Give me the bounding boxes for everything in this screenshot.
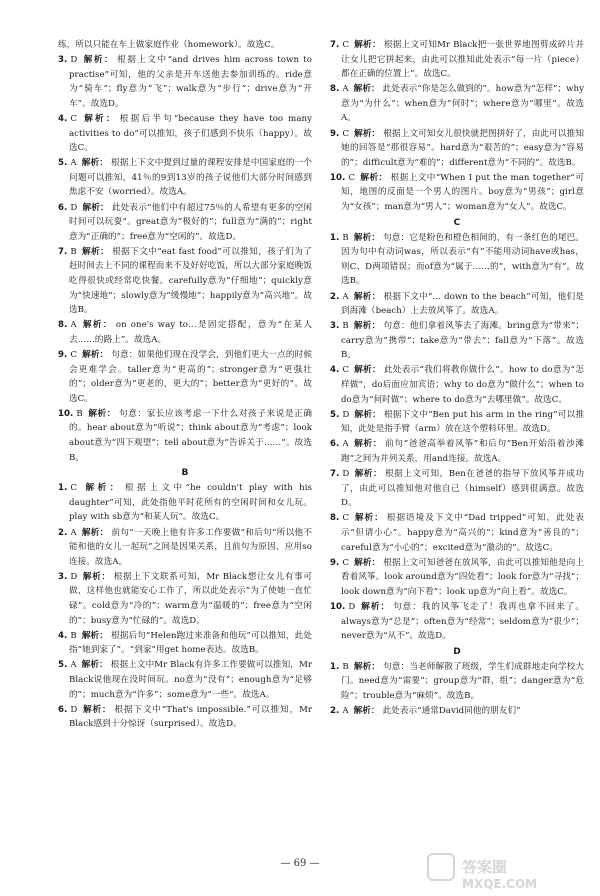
answer-item (58, 658, 312, 702)
question-number: 2. (330, 291, 340, 302)
svg-text:MXQE.COM: MXQE.COM (462, 877, 538, 891)
answer-item (330, 171, 584, 215)
answer-item (330, 127, 584, 171)
answer-item (330, 363, 584, 407)
answer-item (58, 318, 312, 347)
analysis-label: 解析： (354, 40, 381, 50)
analysis-text: 根据上下文中提到过量的课程安排是中国家庭的一个问题可以推知，41％的9到13岁的孩子说他们大部分时间感到焦虑不安（worried）。故选A。 (69, 158, 312, 198)
question-number: 5. (58, 660, 68, 671)
left-column (58, 38, 312, 896)
right-column (330, 38, 584, 896)
question-number: 6. (58, 202, 68, 213)
analysis-label: 解析： (353, 84, 380, 95)
answer-letter: A (342, 291, 349, 302)
answer-letter: B (70, 630, 77, 641)
answer-item (58, 245, 312, 318)
question-number: 8. (330, 513, 340, 524)
question-number: 5. (58, 158, 68, 169)
analysis-label: 解析： (82, 704, 112, 715)
analysis-text: 前句“爸爸高举着风筝”和后句“Ben开始沿着沙滩跑”之间为并列关系，用and连接。故选A。 (341, 439, 584, 465)
answer-item (330, 408, 584, 437)
analysis-label: 解析： (81, 246, 110, 257)
answer-letter: B (70, 246, 77, 257)
answer-letter: C (342, 513, 349, 524)
question-number: 3. (58, 571, 68, 582)
analysis-text: 此处表示“你是怎么做到的”。how意为“怎样”；why意为“为什么”；when意为“何时”；where意为“哪里”。故选A。 (341, 84, 585, 124)
answer-letter: A (70, 158, 77, 169)
answer-letter: C (342, 128, 349, 139)
question-number: 7. (58, 246, 68, 257)
analysis-label: 解析： (354, 409, 381, 420)
answer-item (330, 600, 584, 644)
question-number: 6. (330, 439, 340, 450)
analysis-text: 根据下文中“eat fast food”可以推知，孩子们为了赶时间去上不同的课程而来不及好好吃饭，所以大部分家庭晚饭吃得很快或经常吃快餐。carefully意为“仔细地”；quickly意为“快速地”；slowly意为“缓慢地”；happily意为“高兴地”。故选B。 (69, 246, 312, 316)
analysis-label: 解析： (82, 113, 117, 124)
analysis-text: 根据后句“Helen跑过来准备和他玩”可以推知，此处指“她到家了”。“到家”用get home表达。故选B。 (69, 630, 312, 656)
analysis-label: 解析： (82, 55, 115, 66)
answer-item (330, 556, 584, 600)
analysis-text: 根据下文中“That's impossible.”可以推知，Mr Black感到十分惊讶（surprised）。故选D。 (69, 704, 312, 730)
question-number: 4. (58, 113, 68, 124)
analysis-text: 根据上文中“and drives him across town to practise”可知，他的父亲是开车送他去参加训练的。ride意为“骑车”；fly意为“飞”；walk意为“步行”；drive意为“开车”。故选D。 (69, 55, 312, 109)
answer-letter: A (342, 439, 349, 450)
answer-item (58, 481, 312, 525)
answer-letter: A (70, 660, 77, 671)
analysis-label: 解析： (354, 469, 383, 480)
answer-letter: D (342, 409, 350, 420)
answer-item (330, 319, 584, 363)
analysis-text: 根据上文中Mr Black有许多工作要做可以推知，Mr Black说他现在没时间玩。no意为“没有”；enough意为“足够的”；much意为“许多”；some意为“一些”。故选A。 (69, 660, 312, 700)
analysis-text: 根据上下文联系可知，Mr Black想让女儿有事可做，这样他也就能安心工作了，所以此处表示“为了使她一直忙碌”。cold意为“冷的”；warm意为“温暖的”；free意为“空闲的”；busy意为“忙碌的”。故选D。 (69, 571, 312, 626)
analysis-text: 此处表示“通常David同他的朋友们” (382, 706, 521, 717)
question-number: 10. (330, 601, 346, 612)
answer-letter: C (342, 40, 349, 50)
answer-letter: C (342, 557, 349, 568)
watermark-logo (426, 850, 586, 892)
analysis-text: 根据上文中“he couldn't play with his daughter”可知，此处指他平时花所有的空闲时间和女儿玩。play with sb意为“和某人玩”。故选C。 (69, 483, 312, 523)
analysis-label: 解析： (81, 320, 113, 331)
answer-item (330, 437, 584, 466)
answer-letter: B (342, 232, 349, 243)
analysis-label: 解析： (82, 571, 111, 582)
question-number: 5. (330, 409, 340, 420)
analysis-text: 此处表示“我们将教你做什么”。how to do意为“怎样做”，do后面应加宾语；why to do意为“做什么”；when to do意为“何时做”；where to do意为“去哪里做”。故选C。 (341, 365, 584, 405)
analysis-label: 解析： (354, 128, 381, 139)
answer-item (58, 348, 312, 406)
analysis-label: 解析： (354, 365, 381, 376)
analysis-text: 根据语境及下文中“Dad tripped”可知，此处表示“但请小心”。happy意为“高兴的”；kind意为“善良的”；careful意为“小心的”；excited意为“激动的”。故选C。 (341, 513, 584, 553)
analysis-label: 解析： (353, 661, 381, 672)
answer-item (58, 526, 312, 570)
question-number: 1. (330, 661, 340, 672)
answer-item (58, 156, 312, 200)
answer-item (330, 38, 584, 82)
analysis-label: 解析： (82, 202, 109, 213)
question-number: 1. (58, 483, 68, 494)
analysis-label: 解析： (353, 232, 381, 243)
answer-letter: D (70, 571, 78, 582)
question-number: 3. (58, 55, 68, 66)
question-number: 8. (330, 84, 340, 95)
answer-letter: C (70, 113, 77, 124)
analysis-text: 根据下文中“Ben put his arm in the ring”可以推知，此处是指手臂（arm）放在这个塑料环里。故选D。 (341, 409, 584, 435)
analysis-label: 解析： (81, 630, 108, 641)
answer-item (330, 231, 584, 289)
section-heading: B (181, 468, 189, 479)
question-number: 9. (58, 349, 68, 360)
analysis-label: 解析： (353, 439, 383, 450)
question-number: 7. (330, 469, 340, 480)
analysis-text: 练，所以只能在车上做家庭作业（homework）。故选C。 (58, 40, 280, 50)
answer-item (58, 112, 312, 156)
analysis-label: 解析： (81, 158, 108, 169)
question-number: 10. (330, 172, 346, 183)
answer-letter: D (342, 469, 350, 480)
answer-item (330, 467, 584, 511)
analysis-label: 解析： (81, 660, 108, 671)
answer-letter: D (348, 601, 356, 612)
question-number: 8. (58, 320, 68, 331)
analysis-label: 解析： (360, 601, 391, 612)
answer-letter: A (342, 84, 349, 95)
section-heading: D (453, 646, 461, 657)
question-number: 2. (58, 527, 68, 538)
analysis-text: 根据下文中“… down to the beach”可知，他们是到海滩（beach）上去放风筝了。故选A。 (341, 291, 584, 317)
answer-item (330, 704, 584, 719)
answer-letter: A (70, 320, 77, 331)
analysis-text: 句意：如果他们现在没学会，到他们更大一点的时候会更难学会。taller意为“更高的”；stronger意为“更强壮的”；older意为“更老的，更大的”；better意为“更好的”。故选C。 (69, 349, 312, 404)
analysis-label: 解析： (82, 349, 109, 360)
answer-letter: B (342, 321, 349, 332)
analysis-text: 句意：当老师解散了班级，学生们成群地走向学校大门。need意为“需要”；group意为“群，组”；danger意为“危险”；trouble意为“麻烦”。故选B。 (341, 661, 584, 701)
answer-item (330, 511, 584, 555)
analysis-label: 解析： (353, 706, 380, 717)
page-number: — 69 — (280, 858, 320, 869)
analysis-text: 根据上文中“When I put the man together”可知，地图的反面是一个男人的图片。boy意为“男孩”；girl意为“女孩”；man意为“男人”；woman意为“女人”。故选C。 (341, 172, 584, 213)
analysis-text: 根据上文可知Mr Black把一张世界地图剪成碎片并让女儿把它拼起来，由此可以推知此处表示“每一片（piece）都在正确的位置上”。故选C。 (341, 40, 584, 80)
answer-letter: D (70, 704, 78, 715)
analysis-label: 解析： (82, 483, 122, 494)
question-number: 2. (330, 706, 340, 717)
analysis-label: 解析： (354, 557, 381, 568)
analysis-text: 根据上文可知，Ben在爸爸的指导下放风筝并成功了，由此可以推知他对他自己（himself）感到很满意。故选D。 (341, 469, 584, 509)
answer-item (58, 703, 312, 732)
analysis-label: 解析： (354, 513, 384, 524)
analysis-text: 前句“一天晚上他有许多工作要做”和后句“所以他不能和他的女儿一起玩”之间是因果关系，且前句为原因，应用so连接。故选A。 (69, 527, 312, 567)
analysis-label: 解析： (353, 321, 381, 332)
answer-item (58, 407, 312, 465)
analysis-text: 句意：家长应该考虑一下什么对孩子来说是正确的。hear about意为“听说”；think about意为“考虑”；look about意为“四下观望”；tell about意为“告诉关于……”。故选B。 (69, 408, 312, 463)
analysis-label: 解析： (87, 408, 116, 419)
answer-item (330, 660, 584, 704)
answer-item (330, 82, 584, 126)
answer-item (330, 290, 584, 319)
question-number: 9. (330, 128, 340, 139)
answer-letter: A (70, 527, 77, 538)
answer-letter: D (70, 55, 78, 66)
answer-letter: A (342, 706, 349, 717)
answer-letter: D (70, 202, 78, 213)
question-number: 6. (58, 704, 68, 715)
analysis-text: 句意：他们拿着风筝去了海滩。bring意为“带来”；carry意为“携带”；take意为“带去”；fall意为“下落”。故选B。 (341, 321, 585, 361)
question-number: 9. (330, 557, 340, 568)
answer-item (58, 53, 312, 111)
analysis-text: 根据后半句“because they have too many activities to do”可以推知，孩子们感到不快乐（happy）。故选C。 (69, 113, 313, 154)
analysis-text: 根据上文可知爸爸在放风筝，由此可以推知他是向上看着风筝。look around意为“四处看”；look for意为“寻找”；look down意为“向下看”；look up意为“向上看”。故选C。 (341, 557, 584, 597)
analysis-label: 解析： (353, 291, 381, 302)
question-number: 1. (330, 232, 340, 243)
analysis-label: 解析： (81, 527, 109, 538)
analysis-text: 此处表示“他们中有超过75％的人希望有更多的空闲时间可以玩耍”。great意为“极好的”；full意为“满的”；right意为“正确的”；free意为“空闲的”。故选D。 (69, 202, 312, 242)
question-number: 7. (330, 40, 340, 50)
section-heading: C (453, 217, 461, 228)
answer-letter: B (76, 408, 83, 419)
analysis-text: 句意：我的风筝飞走了！我再也拿不回来了。always意为“总是”；often意为“经常”；seldom意为“很少”；never意为“从不”。故选D。 (341, 601, 584, 642)
answer-letter: C (342, 365, 349, 376)
analysis-text: 根据上文可知女儿很快就把图拼好了，由此可以推知她的回答是“那很容易”。hard意为“艰苦的”；easy意为“容易的”；difficult意为“难的”；different意为“不同的”。故选B。 (341, 128, 584, 168)
answer-item (58, 570, 312, 628)
answer-letter: C (70, 483, 77, 494)
answer-item (58, 201, 312, 245)
analysis-text: on one's way to…是固定搭配，意为“在某人去……的路上”。故选A。 (69, 320, 312, 345)
question-number: 3. (330, 321, 340, 332)
answer-letter: C (348, 172, 356, 183)
svg-text:答案圈: 答案圈 (462, 858, 508, 876)
question-number: 4. (58, 630, 68, 641)
question-number: 10. (58, 408, 74, 419)
analysis-text: 句意：它是粉色和橙色相间的，有一条红色的尾巴。因为句中有动词was，所以表示“有”不能用动词have或has，则C、D两项错误；而of意为“属于……的”，with意为“有”。故选B。 (341, 232, 584, 287)
continued-answer-text (58, 38, 312, 53)
answer-letter: B (342, 661, 349, 672)
answer-letter: C (70, 349, 77, 360)
answer-item (58, 629, 312, 658)
analysis-label: 解析： (360, 172, 388, 183)
question-number: 4. (330, 365, 340, 376)
